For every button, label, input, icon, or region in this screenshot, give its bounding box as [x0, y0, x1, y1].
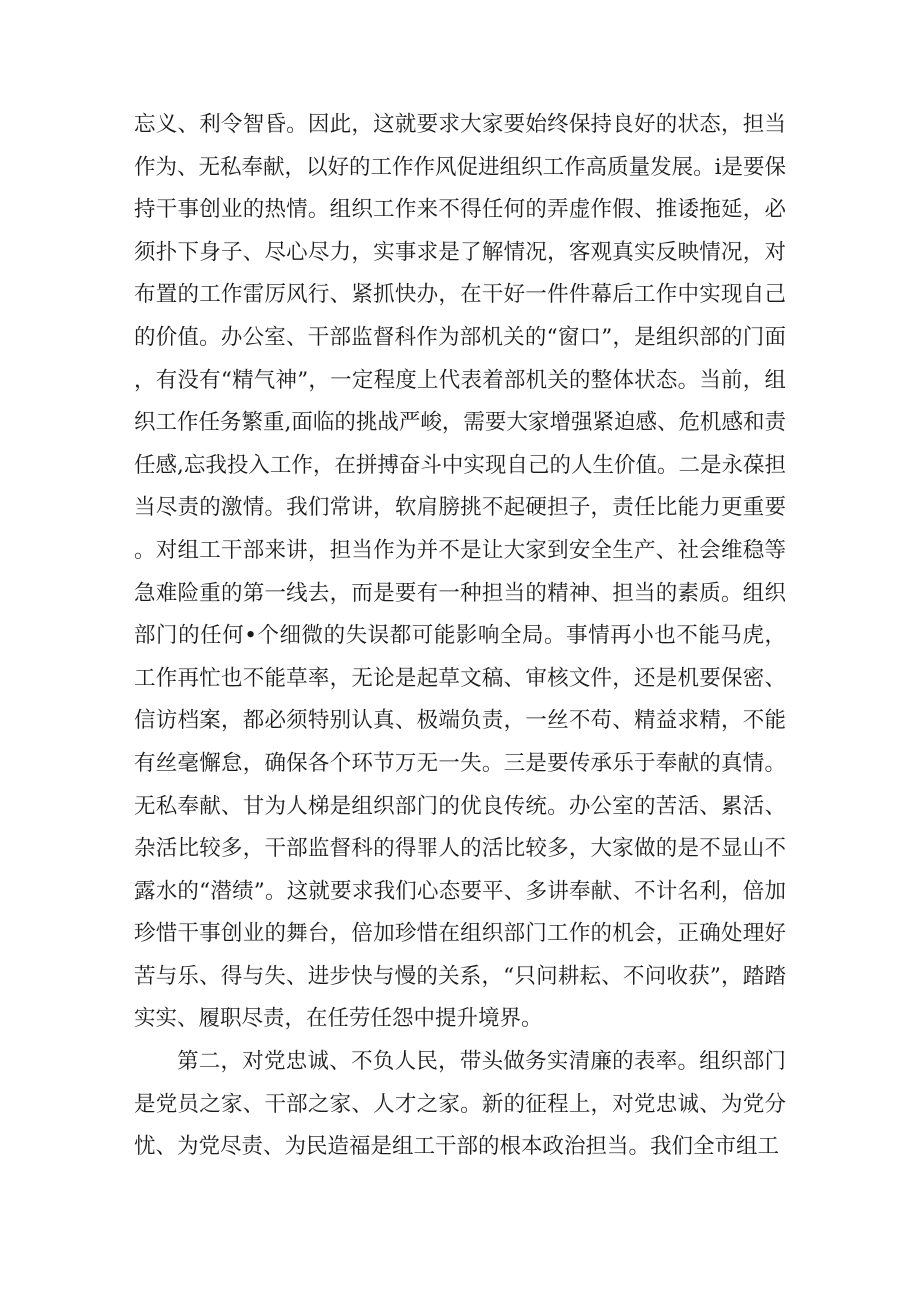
document-body [134, 104, 786, 1169]
paragraph-loyalty: 第二，对党忠诚、不负人民，带头做务实清廉的表率。组织部门是党员之家、干部之家、人才之家。新的征程上，对党忠诚、为党分忧、为党尽责、为民造福是组工干部的根本政治担当。我们全市组工 [134, 1049, 786, 1160]
paragraph-work-style: 忘义、利令智昏。因此，这就要求大家要始终保持良好的状态，担当作为、无私奉献，以好的工作作风促进组织工作高质量发展。i是要保持干事创业的热情。组织工作来不得任何的弄虚作假、推诿拖延，必须扑下身子、尽心尽力，实事求是了解情况，客观真实反映情况，对布置的工作雷厉风行、紧抓快办，在干好一件件幕后工作中实现自己的价值。办公室、干部监督科作为部机关的“窗口”，是组织部的门面，有没有“精气神”，一定程度上代表着部机关的整体状态。当前，组织工作任务繁重,面临的挑战严峻，需要大家增强紧迫感、危机感和责任感,忘我投入工作，在拼搏奋斗中实现自己的人生价值。二是永葆担当尽责的激情。我们常讲，软肩膀挑不起硬担子，责任比能力更重要。对组工干部来讲，担当作为并不是让大家到安全生产、社会维稳等急难险重的第一线去，而是要有一种担当的精神、担当的素质。组织部门的任何•个细微的失误都可能影响全局。事情再小也不能马虎，工作再忙也不能草率，无论是起草文稿、审核文件，还是机要保密、信访档案，都必须特别认真、极端负责，一丝不苟、精益求精，不能有丝毫懈怠，确保各个环节万无一失。三是要传承乐于奉献的真情。无私奉献、甘为人梯是组织部门的优良传统。办公室的苦活、累活、杂活比较多，干部监督科的得罪人的活比较多，大家做的是不显山不露水的“潜绩”。这就要求我们心态要平、多讲奉献、不计名利，倍加珍惜干事创业的舞台，倍加珍惜在组织部门工作的机会，正确处理好苦与乐、得与失、进步快与慢的关系，“只问耕耘、不问收获”，踏踏实实、履职尽责，在任劳任怨中提升境界。 [134, 112, 786, 1032]
